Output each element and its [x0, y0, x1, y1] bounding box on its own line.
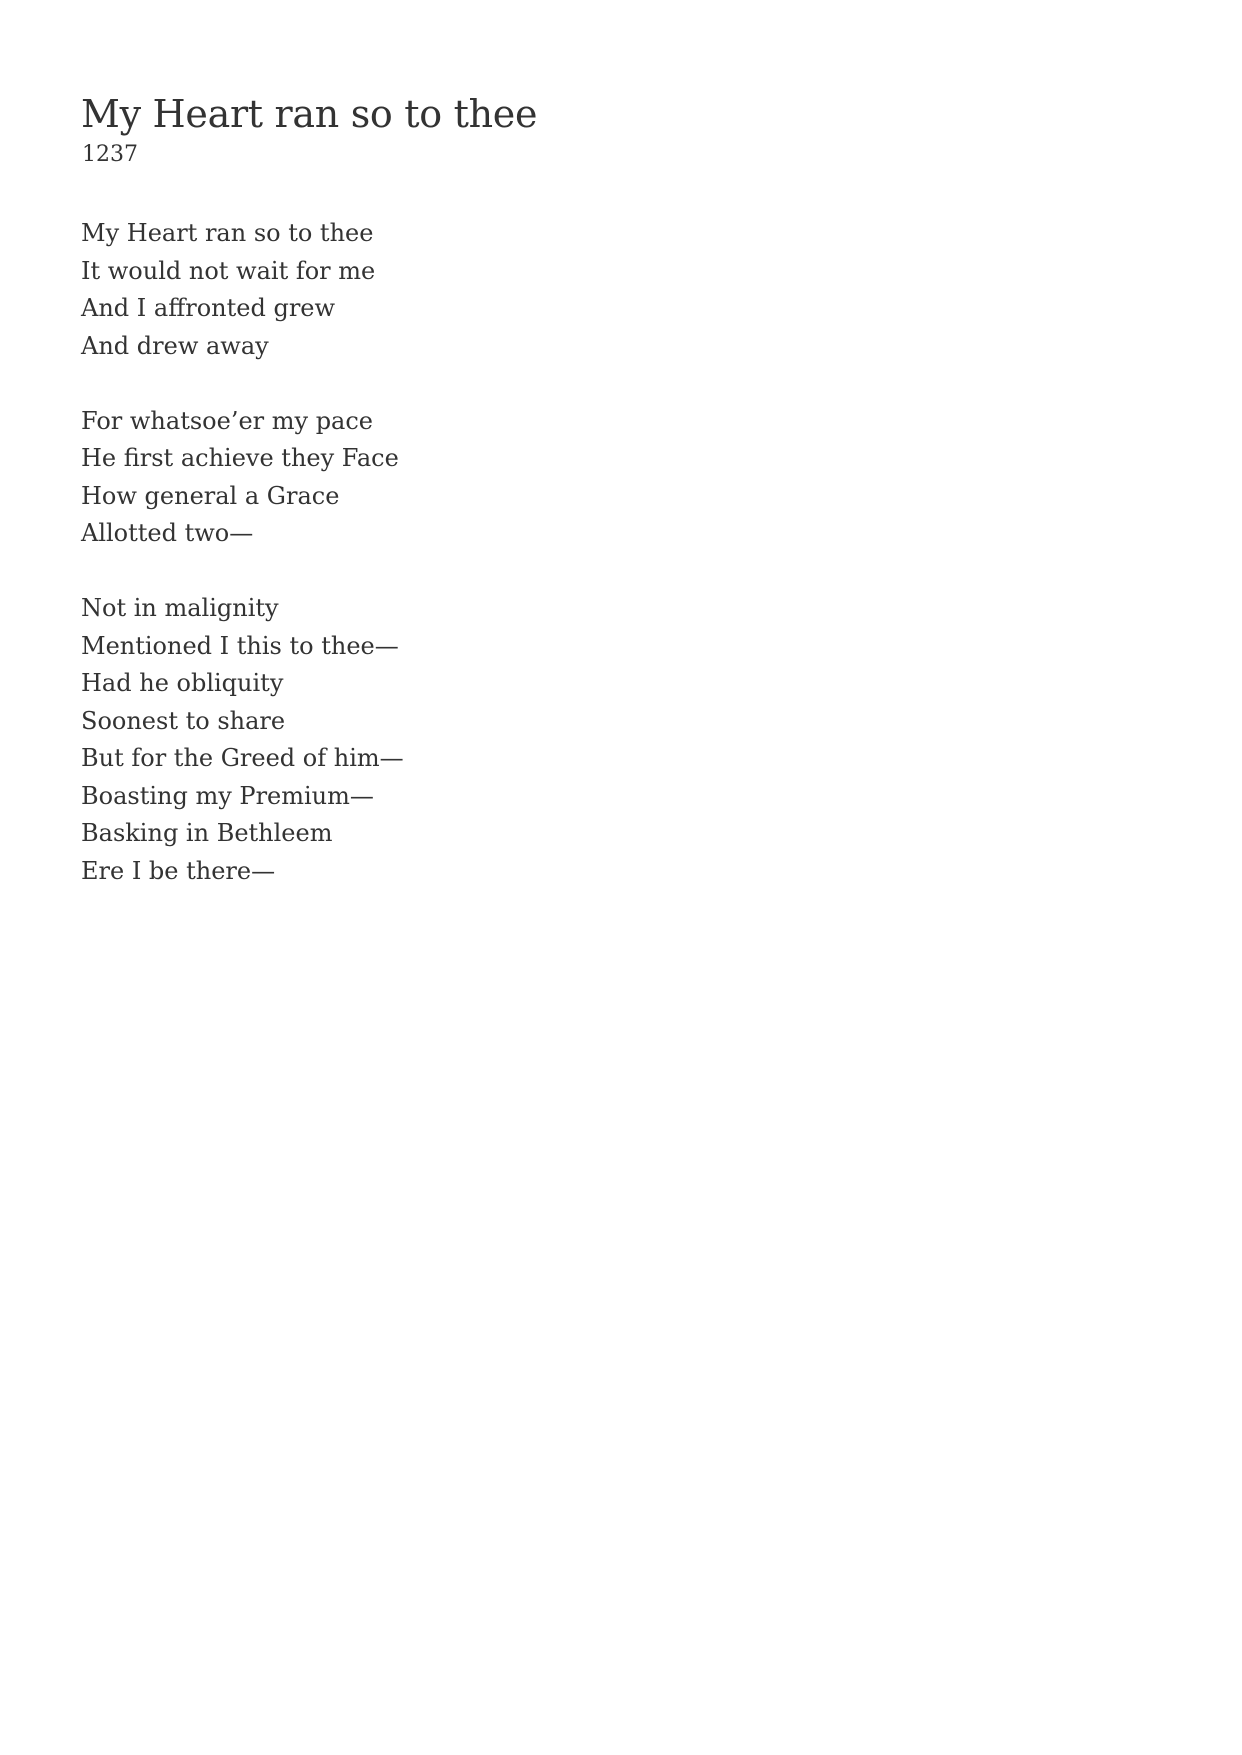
stanza [81, 215, 1161, 365]
stanza [81, 403, 1161, 553]
poem-line: Soonest to share [81, 706, 286, 735]
poem-line: And I affronted grew [81, 294, 336, 322]
poem-line: And drew away [81, 331, 269, 360]
stanza [81, 590, 1161, 890]
poem-line: How general a Grace [81, 481, 340, 510]
poem-line: Allotted two— [81, 519, 254, 547]
poem-line: He first achieve they Face [81, 444, 399, 472]
poem-line: For whatsoe’er my pace [81, 406, 374, 435]
poem-title: My Heart ran so to thee [81, 92, 538, 136]
poem-line: It would not wait for me [81, 256, 376, 285]
poem-line: Not in malignity [81, 594, 279, 622]
poem-line: Had he obliquity [81, 669, 284, 697]
poem-body [81, 215, 1161, 890]
poem-line: Ere I be there— [81, 856, 276, 885]
poem-line: Mentioned I this to thee— [81, 631, 399, 660]
poem-line: Basking in Bethleem [81, 819, 333, 847]
poem-line: My Heart ran so to thee [81, 219, 374, 247]
poem-page [81, 88, 1161, 928]
poem-line: But for the Greed of him— [81, 744, 404, 772]
poem-line: Boasting my Premium— [81, 781, 374, 810]
poem-number: 1237 [82, 142, 138, 167]
